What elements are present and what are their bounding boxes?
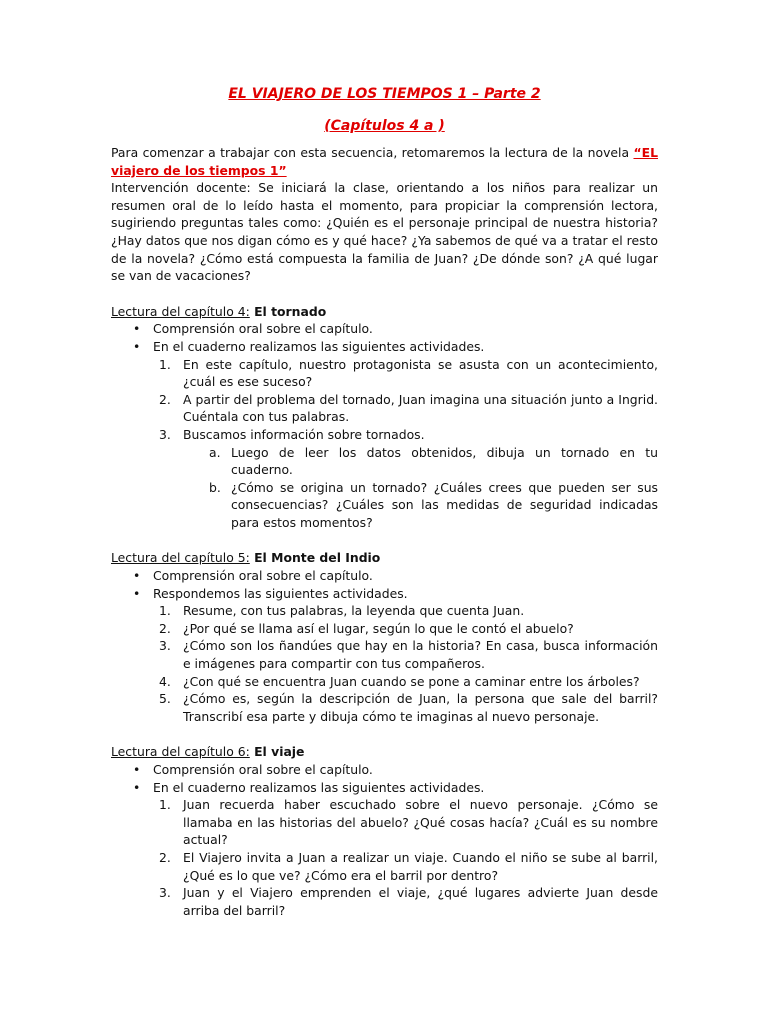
item-text: ¿Cómo son los ñandúes que hay en la historia? En casa, busca información e imágenes para compartir con tus compañeros. <box>183 638 658 672</box>
item-text: Luego de leer los datos obtenidos, dibuja un tornado en tu cuaderno. <box>231 444 658 478</box>
item-number: 1. <box>159 356 171 372</box>
item-text: En este capítulo, nuestro protagonista se asusta con un acontecimiento, ¿cuál es ese suceso? <box>183 356 658 390</box>
novel-title: “EL viajero de los tiempos 1” <box>111 145 658 178</box>
item-text: A partir del problema del tornado, Juan imagina una situación junto a Ingrid. Cuéntala con tus palabras. <box>183 391 658 425</box>
item-text: El Viajero invita a Juan a realizar un viaje. Cuando el niño se sube al barril, ¿Qué es lo que ve? ¿Cómo era el barril por dentro? <box>183 849 658 883</box>
list-item <box>111 779 658 920</box>
list-item <box>153 690 658 725</box>
list-item <box>111 567 658 585</box>
item-text: Juan recuerda haber escuchado sobre el nuevo personaje. ¿Cómo se llamaba en las historias del abuelo? ¿Qué cosas hacía? ¿Cuál es su nombre actual? <box>183 797 658 848</box>
item-text: ¿Con qué se encuentra Juan cuando se pone a caminar entre los árboles? <box>183 673 640 689</box>
bullet-text: Comprensión oral sobre el capítulo. <box>153 568 373 584</box>
item-text: ¿Cómo se origina un tornado? ¿Cuáles crees que pueden ser sus consecuencias? ¿Cuáles son las medidas de seguridad indicadas para estos momentos? <box>231 479 658 530</box>
chapter5-activities <box>153 602 658 725</box>
bullet-text: En el cuaderno realizamos las siguientes actividades. <box>153 338 485 354</box>
list-item <box>111 761 658 779</box>
chapter4-subactivities <box>183 444 658 532</box>
chapter5-bullets <box>111 567 658 725</box>
bullet-text: Comprensión oral sobre el capítulo. <box>153 321 373 337</box>
chapter6-name: El viaje <box>249 744 305 760</box>
list-item <box>153 673 658 691</box>
list-item <box>153 391 658 426</box>
item-number: 1. <box>159 797 171 813</box>
chapter4-heading <box>111 303 658 321</box>
bullet-marker: • <box>133 568 141 584</box>
item-number: 2. <box>159 849 171 865</box>
bullet-marker: • <box>133 585 141 601</box>
list-item <box>183 444 658 479</box>
item-text: ¿Por qué se llama así el lugar, según lo que le contó el abuelo? <box>183 620 574 636</box>
intervention-paragraph: Intervención docente: Se iniciará la clase, orientando a los niños para realizar un resumen oral de lo leído hasta el momento, para propiciar la comprensión lectora, sugiriendo preguntas tales como: ¿Quién es el personaje principal de nuestra historia? ¿Hay datos que nos digan cómo es y qué hace? ¿Ya sabemos de qué va a tratar el resto de la novela? ¿Cómo está compuesta la familia de Juan? ¿De dónde son? ¿A qué lugar se van de vacaciones? <box>111 180 658 284</box>
bullet-marker: • <box>133 779 141 795</box>
list-item <box>153 602 658 620</box>
bullet-text: En el cuaderno realizamos las siguientes actividades. <box>153 779 485 795</box>
list-item <box>153 884 658 919</box>
chapter5-heading <box>111 549 658 567</box>
list-item <box>111 585 658 726</box>
list-item <box>153 637 658 672</box>
bullet-text: Respondemos las siguientes actividades. <box>153 585 408 601</box>
list-item <box>153 796 658 849</box>
chapter4-bullets <box>111 320 658 531</box>
chapter6-activities <box>153 796 658 919</box>
chapter5-label: Lectura del capítulo 5: <box>111 550 250 566</box>
item-letter: b. <box>209 479 221 495</box>
bullet-marker: • <box>133 321 141 337</box>
list-item <box>183 479 658 532</box>
list-item <box>111 320 658 338</box>
item-number: 5. <box>159 691 171 707</box>
item-number: 3. <box>159 426 171 442</box>
chapter4-name: El tornado <box>249 303 327 319</box>
item-number: 4. <box>159 673 171 689</box>
item-text: Buscamos información sobre tornados. <box>183 426 425 442</box>
item-letter: a. <box>209 444 221 460</box>
item-number: 2. <box>159 391 171 407</box>
intro-text: Para comenzar a trabajar con esta secuencia, retomaremos la lectura de la novela <box>111 145 634 160</box>
list-item <box>153 426 658 532</box>
chapter6-heading <box>111 743 658 761</box>
document-title: EL VIAJERO DE LOS TIEMPOS 1 – Parte 2 <box>228 86 541 102</box>
intro-paragraph <box>111 144 658 179</box>
list-item <box>111 338 658 532</box>
item-text: Juan y el Viajero emprenden el viaje, ¿qué lugares advierte Juan desde arriba del barril? <box>183 885 658 918</box>
chapter6-bullets <box>111 761 658 919</box>
chapter4-label: Lectura del capítulo 4: <box>111 303 250 319</box>
bullet-text: Comprensión oral sobre el capítulo. <box>153 762 373 777</box>
chapter6-label: Lectura del capítulo 6: <box>111 744 250 760</box>
document-subtitle: (Capítulos 4 a ) <box>324 118 445 134</box>
list-item <box>153 356 658 391</box>
bullet-marker: • <box>133 338 141 354</box>
list-item <box>153 849 658 884</box>
item-number: 3. <box>159 638 171 654</box>
item-number: 2. <box>159 620 171 636</box>
chapter4-activities <box>153 356 658 532</box>
item-number: 3. <box>159 885 171 901</box>
item-text: Resume, con tus palabras, la leyenda que cuenta Juan. <box>183 603 525 619</box>
chapter5-name: El Monte del Indio <box>249 550 381 566</box>
list-item <box>153 620 658 638</box>
item-text: ¿Cómo es, según la descripción de Juan, la persona que sale del barril? Transcribí esa parte y dibuja cómo te imaginas al nuevo personaje. <box>183 691 658 724</box>
bullet-marker: • <box>133 762 141 777</box>
item-number: 1. <box>159 603 171 619</box>
